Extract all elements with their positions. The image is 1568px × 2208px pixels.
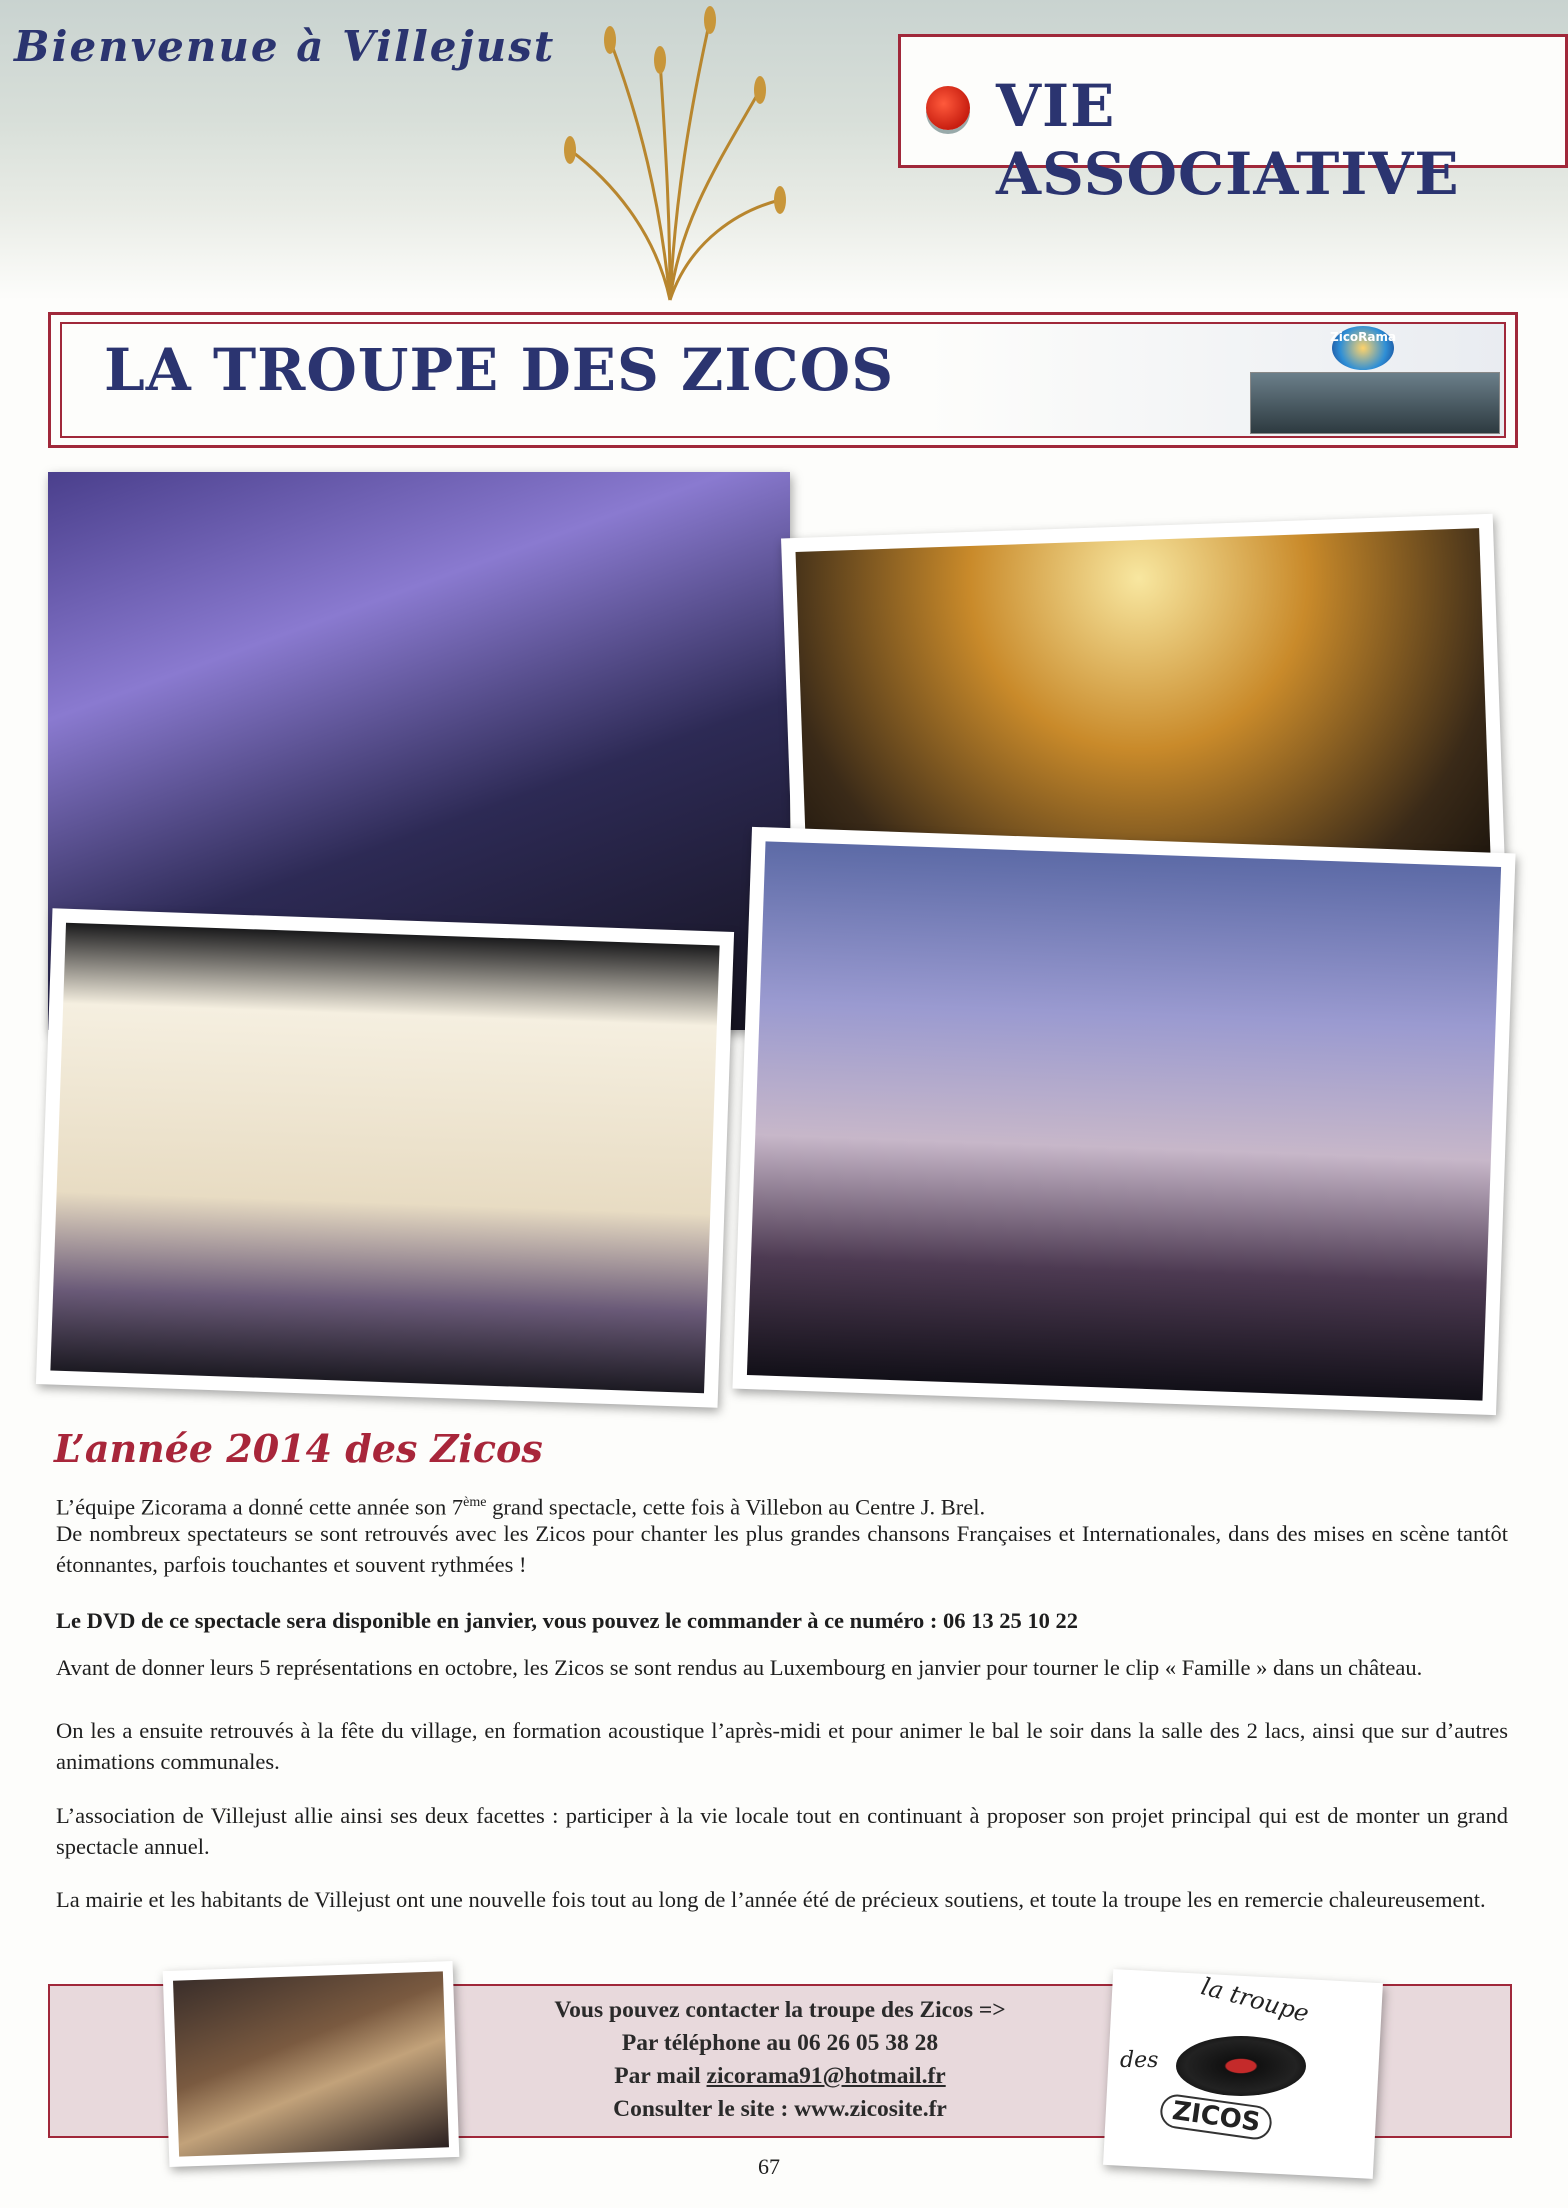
article-heading: L’année 2014 des Zicos [54,1426,543,1471]
zicorama-logo-text: ZicoRama [1330,330,1397,344]
contact-lines [470,1994,1090,2126]
contact-phone: Par téléphone au 06 26 05 38 28 [621,2030,939,2056]
paragraph-7: La mairie et les habitants de Villejust ont une nouvelle fois tout au long de l’année été de précieux soutiens, et toute la troupe les en remercie chaleureusement. [56,1887,1486,1912]
paragraph-1: L’équipe Zicorama a donné cette année son 7ème grand spectacle, cette fois à Villebon au Centre J. Brel. [56,1494,986,1520]
red-dot-icon [926,86,970,130]
paragraph-2: De nombreux spectateurs se sont retrouvés avec les Zicos pour chanter les plus grandes chansons Françaises et Internationales, dans des mises en scène tantôt étonnantes, parfois touchantes et souvent rythmées ! [56,1521,1508,1577]
vinyl-record-icon [1176,2036,1306,2096]
contact-intro: Vous pouvez contacter la troupe des Zicos => [554,1997,1006,2023]
paragraph-5: On les a ensuite retrouvés à la fête du village, en formation acoustique l’après-midi et pour animer le bal le soir dans la salle des 2 lacs, ainsi que sur d’autres animations communales. [56,1718,1508,1774]
paragraph-6: L’association de Villejust allie ainsi ses deux facettes : participer à la vie locale tout en continuant à proposer son projet principal qui est de monter un grand spectacle annuel. [56,1803,1508,1859]
page-title: LA TROUPE DES ZICOS [104,336,895,404]
logo-la-troupe: la troupe [1198,1972,1312,2028]
photo-dancers-stage [732,827,1515,1415]
contact-mail-line: Par mail zicorama91@hotmail.fr [614,2063,946,2089]
photo-cast-with-signs [36,908,734,1408]
paragraph-4: Avant de donner leurs 5 représentations en octobre, les Zicos se sont rendus au Luxembourg en janvier pour tourner le clip « Famille » dans un château. [56,1655,1423,1680]
wheat-decoration [540,0,800,310]
page-number: 67 [758,2154,780,2179]
dvd-paragraph: Le DVD de ce spectacle sera disponible en janvier, vous pouvez le commander à ce numéro : 06 13 25 10 22 [56,1608,1078,1633]
section-title: VIE ASSOCIATIVE [996,72,1460,208]
logo-des: des [1120,2048,1159,2073]
contact-photo-musicians [163,1961,460,2167]
logo-zicos: ZICOS [1158,2092,1274,2141]
contact-site[interactable]: Consulter le site : www.zicosite.fr [613,2096,947,2122]
contact-mail-link[interactable]: zicorama91@hotmail.fr [706,2063,946,2089]
welcome-text: Bienvenue à Villejust [14,22,556,71]
group-photo [1250,372,1500,434]
